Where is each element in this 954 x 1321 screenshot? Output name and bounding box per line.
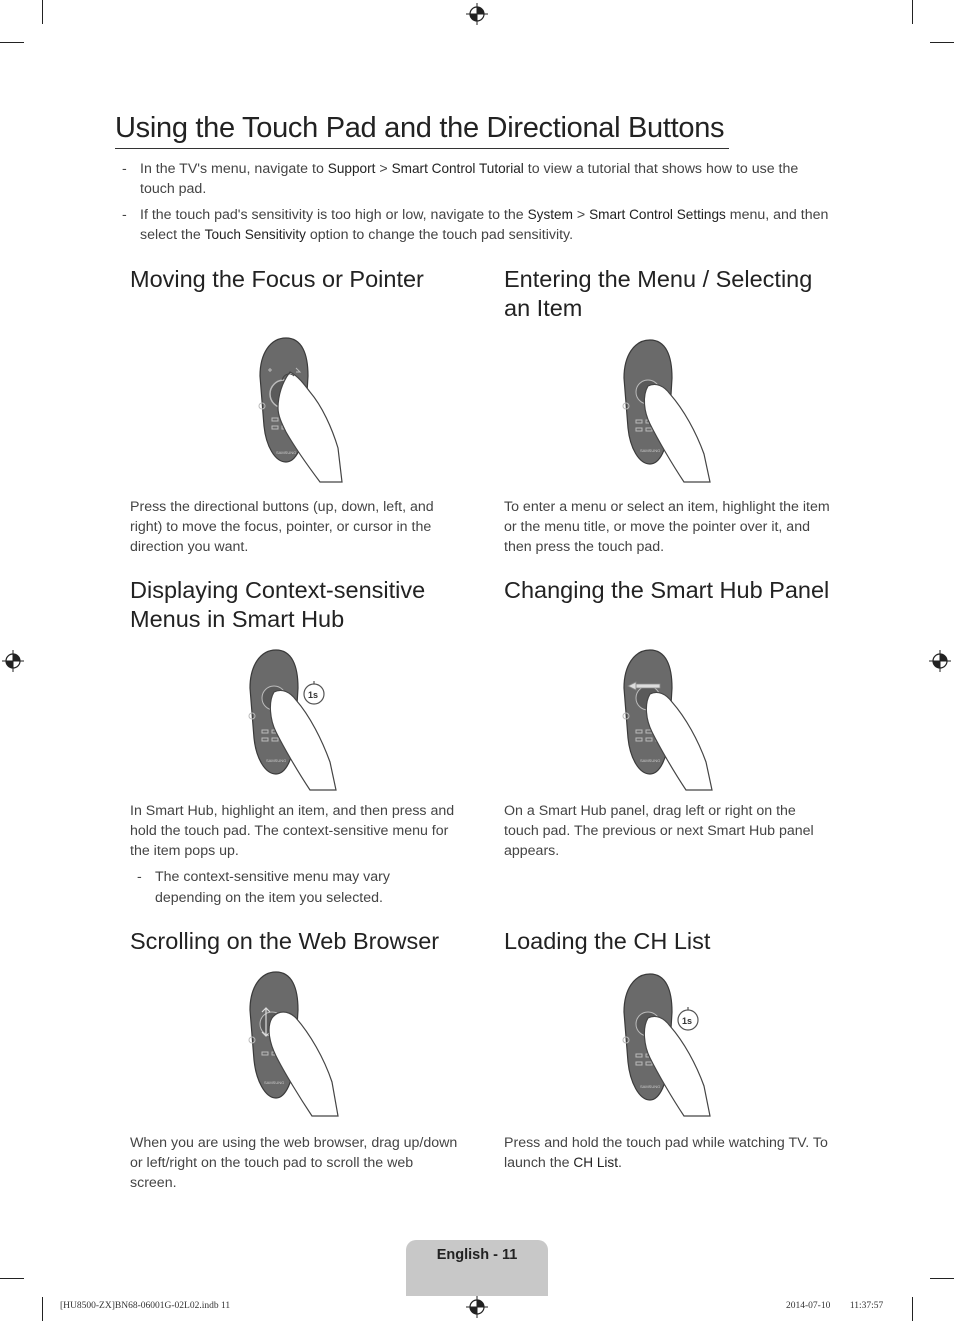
note-dash: - (122, 207, 127, 223)
note-touch-sensitivity (122, 205, 832, 245)
crop-mark (0, 42, 24, 43)
section-body-scrolling: When you are using the web browser, drag up/down or left/right on the touch pad to scroll the web screen. (130, 1135, 458, 1191)
registration-mark-icon (2, 650, 24, 672)
crop-mark (930, 1278, 954, 1279)
page-number-tab (406, 1240, 548, 1296)
body-text-part: Press and hold the touch pad while watching TV. To launch the (504, 1135, 828, 1171)
remote-brand-text: SAMSUNG (640, 758, 661, 763)
note-text (140, 159, 832, 199)
timer-label: 1s (308, 690, 319, 700)
note-dash: - (137, 869, 142, 885)
section-heading-moving: Moving the Focus or Pointer (130, 266, 424, 292)
remote-illustration-drag-horizontal (612, 646, 722, 801)
section-heading-entering: Entering the Menu / Selecting an Item (504, 266, 813, 321)
note-text: The context-sensitive menu may vary depending on the item you selected. (155, 869, 390, 906)
registration-mark-icon (466, 3, 488, 25)
section-heading-context: Displaying Context-sensitive Menus in Smart Hub (130, 577, 426, 632)
section-note-context (137, 867, 447, 909)
remote-illustration-hold-ch (612, 970, 722, 1125)
remote-illustration-directional (238, 336, 348, 491)
crop-mark (912, 0, 913, 24)
section-heading-chlist: Loading the CH List (504, 928, 711, 954)
section-body-chlist (504, 1133, 834, 1173)
remote-brand-text: SAMSUNG (640, 448, 661, 453)
menu-path-smart-control-settings: Smart Control Settings (589, 207, 726, 222)
section-heading-scrolling: Scrolling on the Web Browser (130, 928, 440, 954)
note-text (140, 205, 832, 245)
note-dash: - (122, 161, 127, 177)
remote-brand-text: SAMSUNG (264, 1080, 285, 1085)
menu-path-system: System (527, 207, 573, 222)
section-body-entering: To enter a menu or select an item, highlight the item or the menu title, or move the pointer over it, and then press the touch pad. (504, 499, 830, 555)
print-slug-right: 2014-07-10 ￿￿ 11:37:57 (786, 1301, 884, 1311)
remote-illustration-hold (238, 646, 348, 801)
remote-brand-text: SAMSUNG (266, 758, 287, 763)
note-text-part: If the touch pad's sensitivity is too high or low, navigate to the (140, 207, 528, 223)
section-body-panel: On a Smart Hub panel, drag left or right on the touch pad. The previous or next Smart Hub panel appears. (504, 803, 814, 859)
note-sensitivity-tutorial (122, 159, 832, 199)
page-title: Using the Touch Pad and the Directional Buttons (115, 112, 725, 144)
section-body-moving: Press the directional buttons (up, down, left, and right) to move the focus, pointer, or cursor in the direction you want. (130, 499, 434, 555)
body-text-part: . (618, 1155, 622, 1171)
menu-path-ch-list: CH List (573, 1155, 618, 1170)
menu-path-smart-control-tutorial: Smart Control Tutorial (391, 161, 524, 176)
note-text-part: to view a tutorial that shows how to use the touch pad. (140, 161, 799, 197)
crop-mark (930, 42, 954, 43)
section-heading-panel: Changing the Smart Hub Panel (504, 577, 830, 603)
crop-mark (42, 0, 43, 24)
registration-mark-icon (466, 1296, 488, 1318)
remote-illustration-scroll (238, 968, 348, 1125)
note-text-part: option to change the touch pad sensitivity. (305, 227, 574, 243)
note-text-part: > (572, 207, 590, 223)
timer-label: 1s (682, 1016, 693, 1026)
remote-brand-text: SAMSUNG (640, 1084, 661, 1089)
crop-mark (912, 1297, 913, 1321)
registration-mark-icon (929, 650, 951, 672)
remote-brand-text: SAMSUNG (276, 450, 297, 455)
page-number-label: English - 11 (436, 1247, 518, 1263)
menu-path-support: Support (327, 161, 376, 176)
remote-illustration-press (612, 336, 722, 491)
menu-path-touch-sensitivity: Touch Sensitivity (204, 227, 306, 242)
print-slug-left: [HU8500-ZX]BN68-06001G-02L02.indb 11 (60, 1301, 231, 1311)
crop-mark (0, 1278, 24, 1279)
crop-mark (42, 1297, 43, 1321)
section-body-context: In Smart Hub, highlight an item, and then press and hold the touch pad. The context-sensitive menu for the item pops up. (130, 803, 455, 859)
note-text-part: > (375, 161, 392, 177)
title-underline (115, 148, 729, 149)
note-text-part: In the TV's menu, navigate to (140, 161, 328, 177)
note-text-part: menu, and then select the (140, 207, 829, 243)
